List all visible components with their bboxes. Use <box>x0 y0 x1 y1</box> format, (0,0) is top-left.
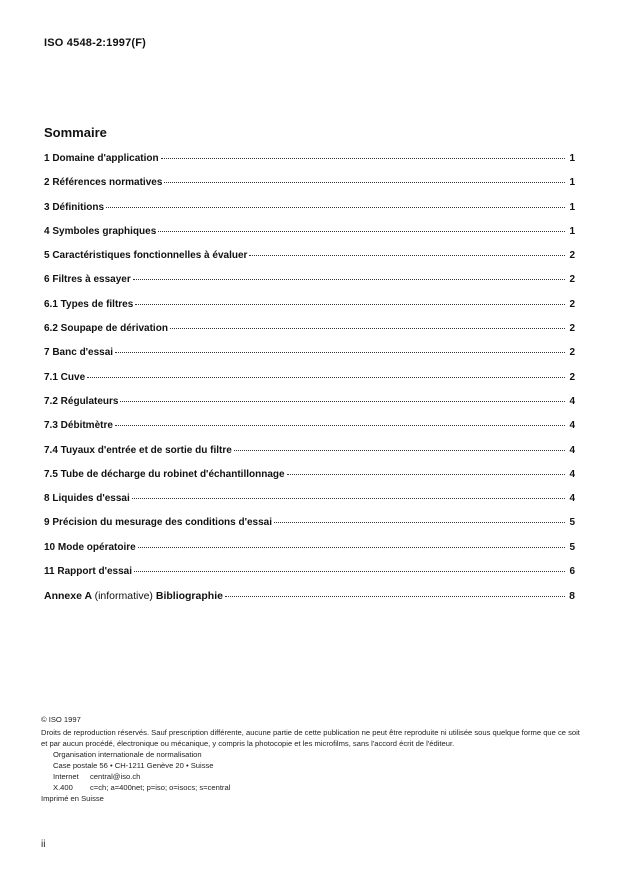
toc-entry-page: 8 <box>569 590 575 603</box>
toc-entry[interactable] <box>44 153 575 177</box>
toc-entry-page: 2 <box>569 250 575 262</box>
dot-leader <box>106 207 565 208</box>
toc-entry-page: 4 <box>569 420 575 432</box>
toc-entry-annex[interactable] <box>44 590 575 614</box>
toc-entry[interactable] <box>44 202 575 226</box>
toc-entry-page: 2 <box>569 347 575 359</box>
toc-entry-page: 2 <box>569 298 575 310</box>
dot-leader <box>225 596 565 597</box>
rights-text: Droits de reproduction réservés. Sauf prescription différente, aucune partie de cette publication ne peut être reproduite ni utilisée sous quelque forme que ce soit et par aucun procédé, électronique ou mécanique, y compris la photocopie et les microfilms, sans l'accord écrit de l'éditeur. <box>41 728 580 748</box>
toc-entry-page: 1 <box>569 225 575 237</box>
toc-entry-page: 1 <box>569 201 575 213</box>
toc-entry[interactable] <box>44 250 575 274</box>
toc-entry-label: 6.1 Types de filtres <box>44 298 134 310</box>
dot-leader <box>135 304 565 305</box>
toc-entry-label: 7.2 Régulateurs <box>44 395 119 407</box>
dot-leader <box>164 182 565 183</box>
toc-entry-label: 5 Caractéristiques fonctionnelles à évaluer <box>44 250 248 262</box>
internet-address: central@iso.ch <box>90 772 141 781</box>
toc-entry-label: 9 Précision du mesurage des conditions d'essai <box>44 517 273 529</box>
toc-entry-page: 5 <box>569 517 575 529</box>
toc-entry-label: 11 Rapport d'essai <box>44 566 132 578</box>
dot-leader <box>120 401 565 402</box>
dot-leader <box>161 158 565 159</box>
toc-entry-page: 4 <box>569 444 575 456</box>
dot-leader <box>274 522 565 523</box>
toc-entry-label: 7.3 Débitmètre <box>44 420 113 432</box>
dot-leader <box>158 231 565 232</box>
annex-qualifier: (informative) <box>94 590 153 603</box>
document-id: ISO 4548-2:1997(F) <box>44 37 147 49</box>
postal-address: Case postale 56 • CH-1211 Genève 20 • Suisse <box>53 761 214 770</box>
x400-address: c=ch; a=400net; p=iso; o=isocs; s=central <box>90 783 231 792</box>
copyright-notice: © ISO 1997 <box>41 715 81 724</box>
dot-leader <box>115 352 565 353</box>
toc-entry[interactable] <box>44 517 575 541</box>
toc-entry-page: 2 <box>569 323 575 335</box>
page-number: ii <box>41 839 46 850</box>
dot-leader <box>234 450 565 451</box>
toc-entry[interactable] <box>44 177 575 201</box>
toc-entry-label: 7.5 Tube de décharge du robinet d'échantillonnage <box>44 468 285 480</box>
toc-entry-page: 4 <box>569 395 575 407</box>
toc-entry-label: 6 Filtres à essayer <box>44 274 131 286</box>
toc-entry-label: 2 Références normatives <box>44 177 163 189</box>
toc-entry[interactable] <box>44 566 575 590</box>
toc-entry-page: 1 <box>569 153 575 164</box>
dot-leader <box>287 474 565 475</box>
dot-leader <box>115 425 565 426</box>
toc-entry-page: 6 <box>569 566 575 578</box>
org-name: Organisation internationale de normalisation <box>53 750 202 759</box>
toc-entry-label: 7.1 Cuve <box>44 371 86 383</box>
table-of-contents <box>44 153 575 615</box>
toc-entry-page: 2 <box>569 274 575 286</box>
toc-entry[interactable] <box>44 347 575 371</box>
dot-leader <box>133 279 565 280</box>
toc-entry-page: 1 <box>569 177 575 189</box>
internet-row <box>41 771 586 782</box>
printed-in: Imprimé en Suisse <box>41 794 104 803</box>
dot-leader <box>249 255 565 256</box>
toc-title: Sommaire <box>44 125 107 140</box>
internet-label: Internet <box>53 772 79 781</box>
toc-entry[interactable] <box>44 299 575 323</box>
annex-prefix: Annexe A <box>44 590 92 603</box>
x400-row <box>41 782 586 793</box>
dot-leader <box>170 328 565 329</box>
toc-entry[interactable] <box>44 469 575 493</box>
toc-entry-page: 5 <box>569 541 575 553</box>
toc-entry[interactable] <box>44 323 575 347</box>
toc-entry[interactable] <box>44 372 575 396</box>
toc-entry-label: 1 Domaine d'application <box>44 153 159 164</box>
toc-entry-label: 6.2 Soupape de dérivation <box>44 323 168 335</box>
toc-entry[interactable] <box>44 396 575 420</box>
x400-label: X.400 <box>53 783 73 792</box>
annex-title: Bibliographie <box>155 590 223 603</box>
dot-leader <box>138 547 565 548</box>
toc-entry-label: 7.4 Tuyaux d'entrée et de sortie du filtre <box>44 444 232 456</box>
dot-leader <box>87 377 565 378</box>
toc-entry-page: 4 <box>569 468 575 480</box>
toc-annex-label <box>44 590 223 602</box>
toc-entry-page: 4 <box>569 493 575 505</box>
toc-entry[interactable] <box>44 542 575 566</box>
toc-entry[interactable] <box>44 493 575 517</box>
toc-entry[interactable] <box>44 226 575 250</box>
toc-entry-label: 3 Définitions <box>44 201 105 213</box>
toc-entry[interactable] <box>44 420 575 444</box>
toc-entry-page: 2 <box>569 371 575 383</box>
copyright-block <box>41 714 586 804</box>
dot-leader <box>134 571 565 572</box>
toc-entry-label: 4 Symboles graphiques <box>44 225 157 237</box>
dot-leader <box>132 498 565 499</box>
toc-entry-label: 10 Mode opératoire <box>44 541 136 553</box>
toc-entry-label: 8 Liquides d'essai <box>44 493 130 505</box>
toc-entry[interactable] <box>44 445 575 469</box>
toc-entry[interactable] <box>44 274 575 298</box>
toc-entry-label: 7 Banc d'essai <box>44 347 114 359</box>
